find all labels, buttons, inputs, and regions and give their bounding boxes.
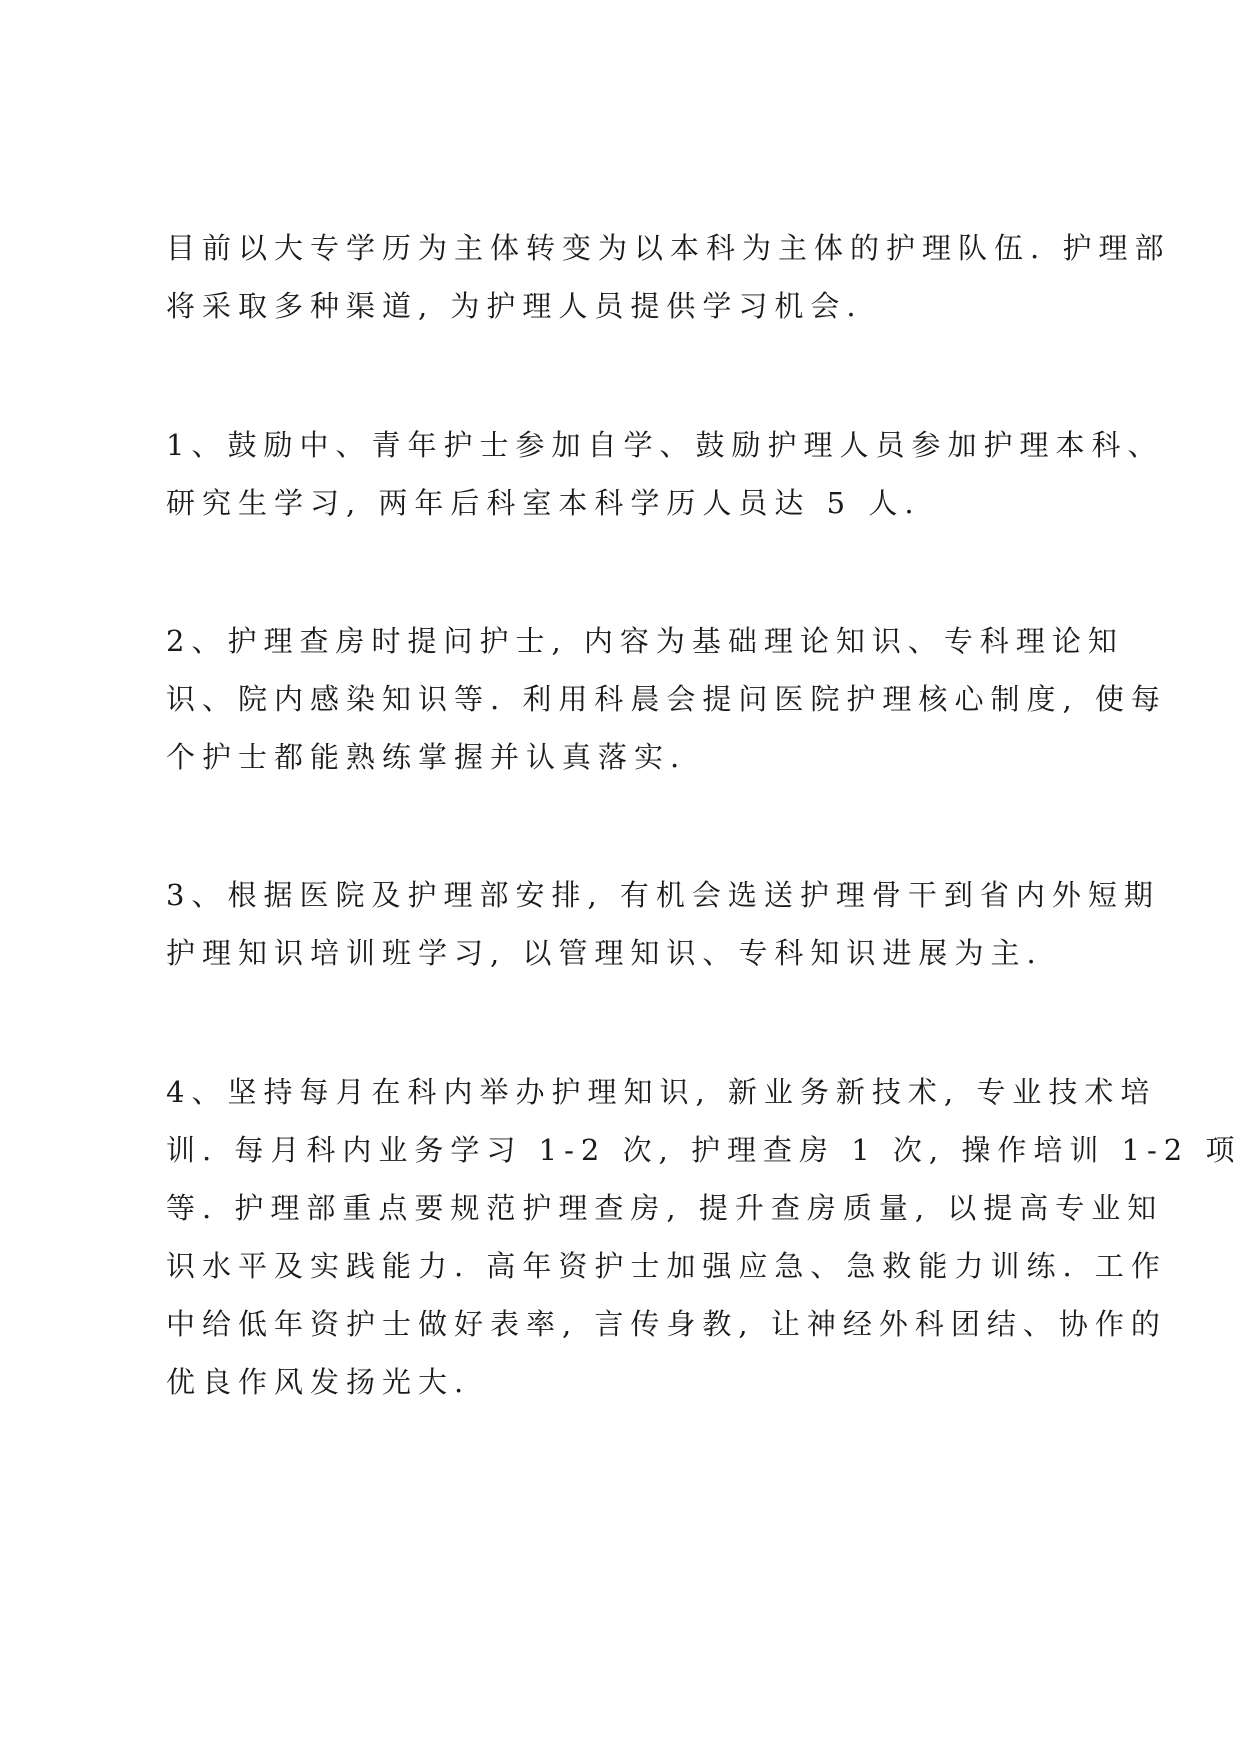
paragraph-item-4 [166,1063,1241,1411]
text-line: 将采取多种渠道, 为护理人员提供学习机会. [166,289,863,323]
text-line: 中给低年资护士做好表率, 言传身教, 让神经外科团结、协作的 [166,1307,1167,1341]
text-line: 4、坚持每月在科内举办护理知识, 新业务新技术, 专业技术培 [166,1075,1157,1109]
text-line: 等. 护理部重点要规范护理查房, 提升查房质量, 以提高专业知 [166,1191,1164,1225]
text-line: 识水平及实践能力. 高年资护士加强应急、急救能力训练. 工作 [166,1249,1167,1283]
text-line: 3、根据医院及护理部安排, 有机会选送护理骨干到省内外短期 [166,878,1160,912]
text-line: 个护士都能熟练掌握并认真落实. [166,740,687,774]
text-line: 1、鼓励中、青年护士参加自学、鼓励护理人员参加护理本科、 [166,428,1164,462]
text-line: 2、护理查房时提问护士, 内容为基础理论知识、专科理论知 [166,624,1124,658]
paragraph-intro [166,219,1171,335]
text-line: 目前以大专学历为主体转变为以本科为主体的护理队伍. 护理部 [166,231,1171,265]
text-line: 优良作风发扬光大. [166,1365,471,1399]
text-line: 护理知识培训班学习, 以管理知识、专科知识进展为主. [166,936,1043,970]
paragraph-item-1 [166,416,1164,532]
text-line: 训. 每月科内业务学习 1-2 次, 护理查房 1 次, 操作培训 1-2 项 [166,1133,1241,1167]
paragraph-item-3 [166,866,1160,982]
text-line: 识、院内感染知识等. 利用科晨会提问医院护理核心制度, 使每 [166,682,1167,716]
text-line: 研究生学习, 两年后科室本科学历人员达 5 人. [166,486,921,520]
paragraph-item-2 [166,612,1167,786]
